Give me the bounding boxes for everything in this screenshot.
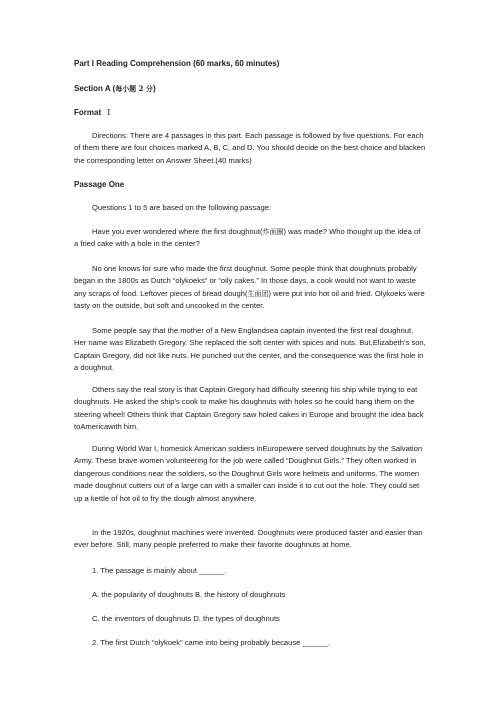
p2-chinese-gloss: 生面团 [247, 289, 269, 298]
p2-text-b: ) were put into hot oil and fried. Olykoeks were tasty on the outside, but soft and uncooked in the center. [74, 288, 425, 311]
format-label: Format [74, 108, 102, 117]
section-title [74, 83, 426, 95]
question-1-options-row-2: C. the inventors of doughnuts D. the types of doughnuts [92, 614, 280, 623]
passage-paragraph-5: During World War I, homesick American soldiers inEuropewere served doughnuts by the Salvation Army. These brave women volunteering for the job were called “Doughnut Girls.” They often worked in dangerous conditions near the soldiers, so the Doughnut Girls wore helmets and uniforms. The women made doughnut cutters out of a large can with a smaller can inside it to cut out the hole. They could set up a kettle of hot oil to fry the dough almost anywhere. [74, 444, 423, 503]
p1-text-a: Have you ever wondered where the first doughnut( [92, 227, 263, 236]
passage-paragraph-4: Others say the real story is that Captain Gregory had difficulty steering his ship while trying to eat doughnuts. He asked the ship’s cook to make his doughnuts with holes so he could hang them on the steering wheel! Others think that Captain Gregory saw holed cakes in Europe and brought the idea back toAmericawith him. [74, 385, 424, 432]
p2-text-a: No one knows for sure who made the first doughnut. Some people think that doughnuts probably began in the 1800s as Dutch “olykoeks” or “oily cakes.” In those days, a cook would not want to waste any scraps of food. Leftover pieces of bread dough( [74, 264, 417, 298]
passage-paragraph-3: Some people say that the mother of a New Englandsea captain invented the first real doughnut. Her name was Elizabeth Gregory. She replaced the soft center with spices and nuts. But,Elizabeth’s son, Captain Gregory, did not like nuts. He punched out the center, and the consequence was the first hole in a doughnut. [74, 326, 426, 373]
p1-text-b: ) was made? Who thought up the idea of a fried cake with a hole in the center? [74, 227, 421, 249]
section-title-post: ) [152, 84, 156, 93]
format-mark: Ⅰ [107, 108, 111, 117]
passage-intro: Questions 1 to 5 are based on the following passage: [92, 203, 271, 212]
section-title-pre: Section A ( [74, 84, 116, 93]
directions-paragraph: Directions: There are 4 passages in this part. Each passage is followed by five questions. For each of them there are four choices marked A, B, C, and D. You should decide on the best choice and blacken the corresponding letter on Answer Sheet.(40 marks) [74, 131, 426, 165]
passage-paragraph-1 [74, 226, 426, 251]
passage-title: Passage One [74, 180, 125, 189]
passage-paragraph-2 [74, 263, 426, 313]
p1-chinese-gloss: 炸面圈 [262, 228, 284, 236]
question-1-options-row-1: A. the popularity of doughnuts B. the history of doughnuts [92, 590, 286, 599]
part-title: Part I Reading Comprehension (60 marks, 60 minutes) [74, 59, 280, 68]
format-heading [74, 107, 426, 119]
passage-paragraph-6: In the 1920s, doughnut machines were invented. Doughnuts were produced faster and easier than ever before. Still, many people preferred to make their favorite doughnuts at home. [74, 528, 423, 550]
question-2-stem: 2. The first Dutch “olykoek” came into being probably because ______. [92, 638, 330, 647]
question-1-stem: 1. The passage is mainly about ______. [92, 566, 227, 575]
section-title-cn: 每小题 2 分 [115, 84, 153, 93]
